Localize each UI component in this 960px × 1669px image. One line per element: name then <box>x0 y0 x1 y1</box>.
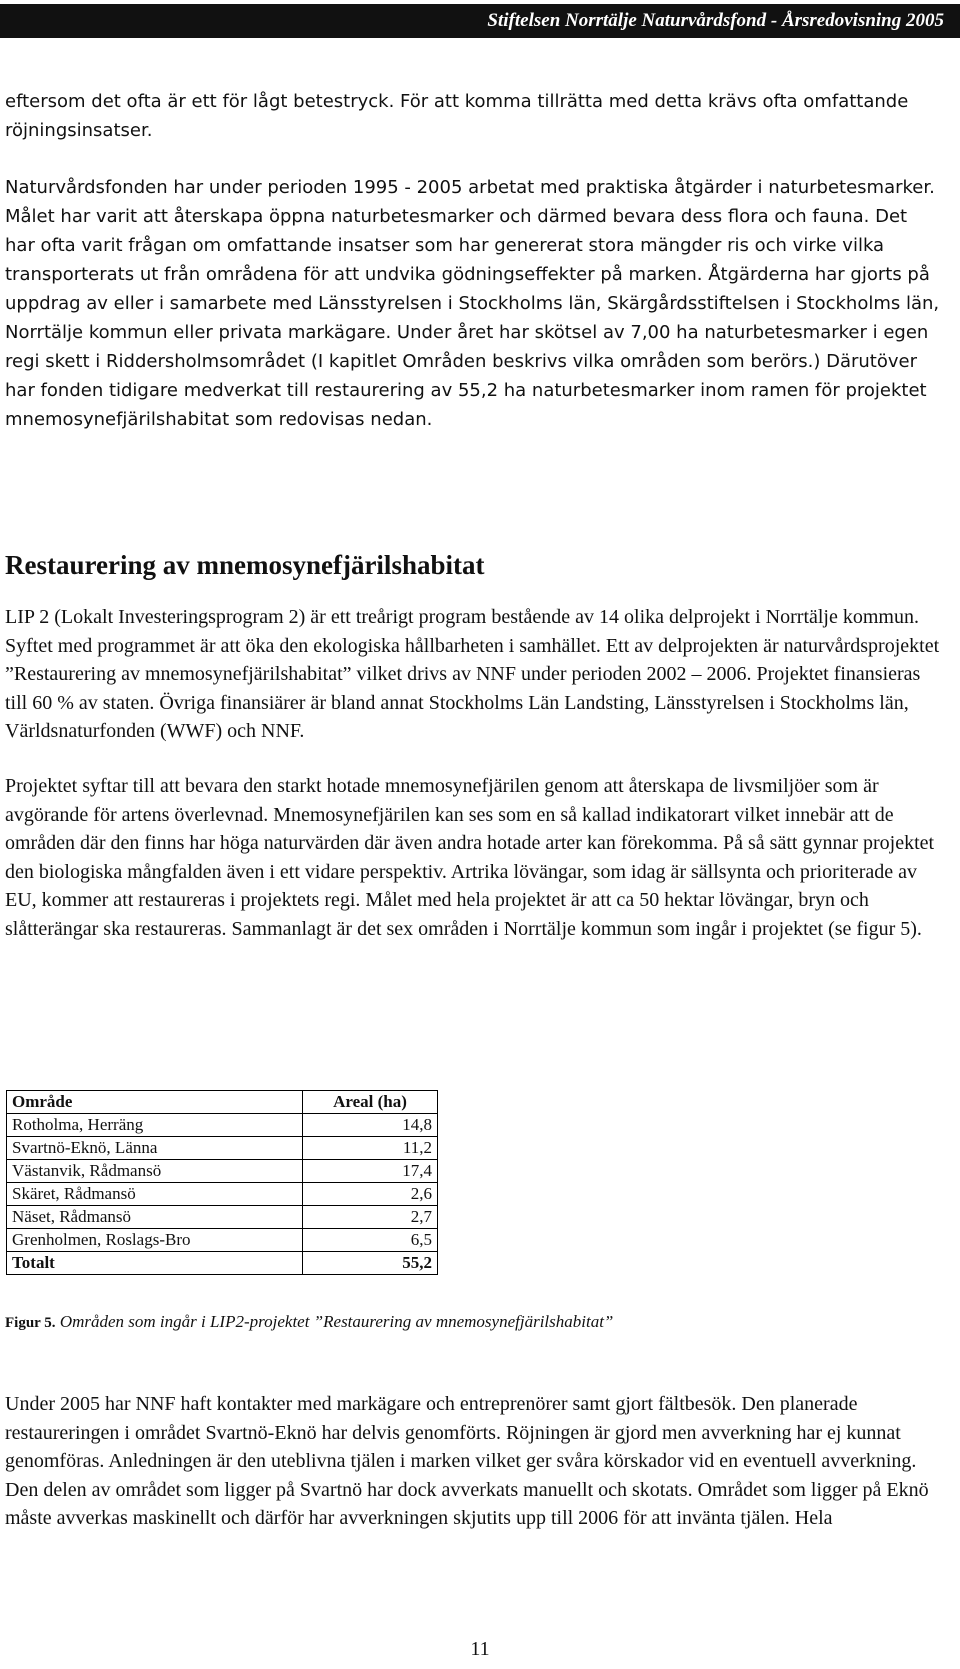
table-total-value: 55,2 <box>303 1252 438 1275</box>
table-row <box>7 1229 438 1252</box>
paragraph-2005-status: Under 2005 har NNF haft kontakter med markägare och entreprenörer samt gjort fältbesök. Den planerade restaureringen i området Svartnö-Eknö har delvis genomförts. Röjningen är gjord men avverkning har ej kunnat genomföras. Anledningen är den uteblivna tjälen i marken vilket ger svåra körskador vid en eventuell avverkning. Den delen av området som ligger på Svartnö har dock avverkats manuellt och skotats. Området som ligger på Eknö måste avverkas maskinellt och därför har avverkningen skjutits upp till 2006 för att invänta tjälen. Hela <box>5 1393 929 1530</box>
table-cell-area-name: Grenholmen, Roslags-Bro <box>7 1229 303 1252</box>
page-header <box>0 4 960 38</box>
table-cell-area-size: 14,8 <box>303 1114 438 1137</box>
paragraph-intro: eftersom det ofta är ett för lågt betestryck. För att komma tillrätta med detta krävs ofta omfattande röjningsinsatser. <box>5 91 909 141</box>
table-row <box>7 1114 438 1137</box>
table-row <box>7 1160 438 1183</box>
figure-caption <box>5 1310 613 1335</box>
paragraph-project-aim: Projektet syftar till att bevara den starkt hotade mnemosynefjärilen genom att återskapa de livsmiljöer som är avgörande för artens överlevnad. Mnemosynefjärilen kan ses som en så kallad indikatorart vilket innebär att de områden där den finns har höga naturvärden där även andra hotade arter kan förekomma. På så sätt gynnar projektet den biologiska mångfalden även i ett vidare perspektiv. Artrika lövängar, som idag är sällsynta och prioriterade av EU, kommer att restaureras i projektets regi. Målet med hela projektet är att ca 50 hektar lövängar, bryn och slåtterängar ska restaureras. Sammanlagt är det sex områden i Norrtälje kommun som ingår i projektet (se figur 5). <box>5 775 935 940</box>
column-header-area-size: Areal (ha) <box>303 1091 438 1114</box>
table-row <box>7 1206 438 1229</box>
paragraph-naturbetesmarker: Naturvårdsfonden har under perioden 1995 - 2005 arbetat med praktiska åtgärder i naturbetesmarker. Målet har varit att återskapa öppna naturbetesmarker och därmed bevara dess flora och fauna. Det har ofta varit frågan om omfattande insatser som har genererat stora mängder ris och virke vilka transporterats ut från områdena för att undvika gödningseffekter på marken. Åtgärderna har gjorts på uppdrag av eller i samarbete med Länsstyrelsen i Stockholms län, Skärgårdsstiftelsen i Stockholms län, Norrtälje kommun eller privata markägare. Under året har skötsel av 7,00 ha naturbetesmarker i egen regi skett i Riddersholmsområdet (I kapitlet Områden beskrivs vilka områden som berörs.) Därutöver har fonden tidigare medverkat till restaurering av 55,2 ha naturbetesmarker inom ramen för projektet mnemosynefjärilshabitat som redovisas nedan. <box>5 177 940 430</box>
table-cell-area-name: Skäret, Rådmansö <box>7 1183 303 1206</box>
table-total-row <box>7 1252 438 1275</box>
table-cell-area-name: Svartnö-Eknö, Länna <box>7 1137 303 1160</box>
table-cell-area-size: 2,7 <box>303 1206 438 1229</box>
table-header-row <box>7 1091 438 1114</box>
table-cell-area-name: Västanvik, Rådmansö <box>7 1160 303 1183</box>
paragraph-lip2: LIP 2 (Lokalt Investeringsprogram 2) är ett treårigt program bestående av 14 olika delprojekt i Norrtälje kommun. Syftet med programmet är att öka den ekologiska hållbarheten i samhället. Ett av delprojekten är naturvårdsprojektet ”Restaurering av mnemosynefjärilshabitat” vilket drivs av NNF under perioden 2002 – 2006. Projektet finansieras till 60 % av staten. Övriga finansiärer är bland annat Stockholms Län Landsting, Länsstyrelsen i Stockholms län, Världsnaturfonden (WWF) och NNF. <box>5 606 940 743</box>
table-cell-area-name: Näset, Rådmansö <box>7 1206 303 1229</box>
figure-caption-label: Figur 5. <box>5 1315 56 1331</box>
figure-caption-text: Områden som ingår i LIP2-projektet ”Restaurering av mnemosynefjärilshabitat” <box>55 1312 614 1331</box>
section-heading: Restaurering av mnemosynefjärilshabitat <box>5 550 485 580</box>
table-cell-area-size: 6,5 <box>303 1229 438 1252</box>
areas-table <box>6 1090 438 1275</box>
header-title: Stiftelsen Norrtälje Naturvårdsfond - Årsredovisning 2005 <box>487 10 944 31</box>
table-cell-area-size: 17,4 <box>303 1160 438 1183</box>
table-cell-area-name: Rotholma, Herräng <box>7 1114 303 1137</box>
column-header-area-name: Område <box>7 1091 303 1114</box>
table-cell-area-size: 2,6 <box>303 1183 438 1206</box>
table-row <box>7 1137 438 1160</box>
page-number: 11 <box>470 1638 490 1660</box>
table-row <box>7 1183 438 1206</box>
table-total-label: Totalt <box>7 1252 303 1275</box>
table-cell-area-size: 11,2 <box>303 1137 438 1160</box>
